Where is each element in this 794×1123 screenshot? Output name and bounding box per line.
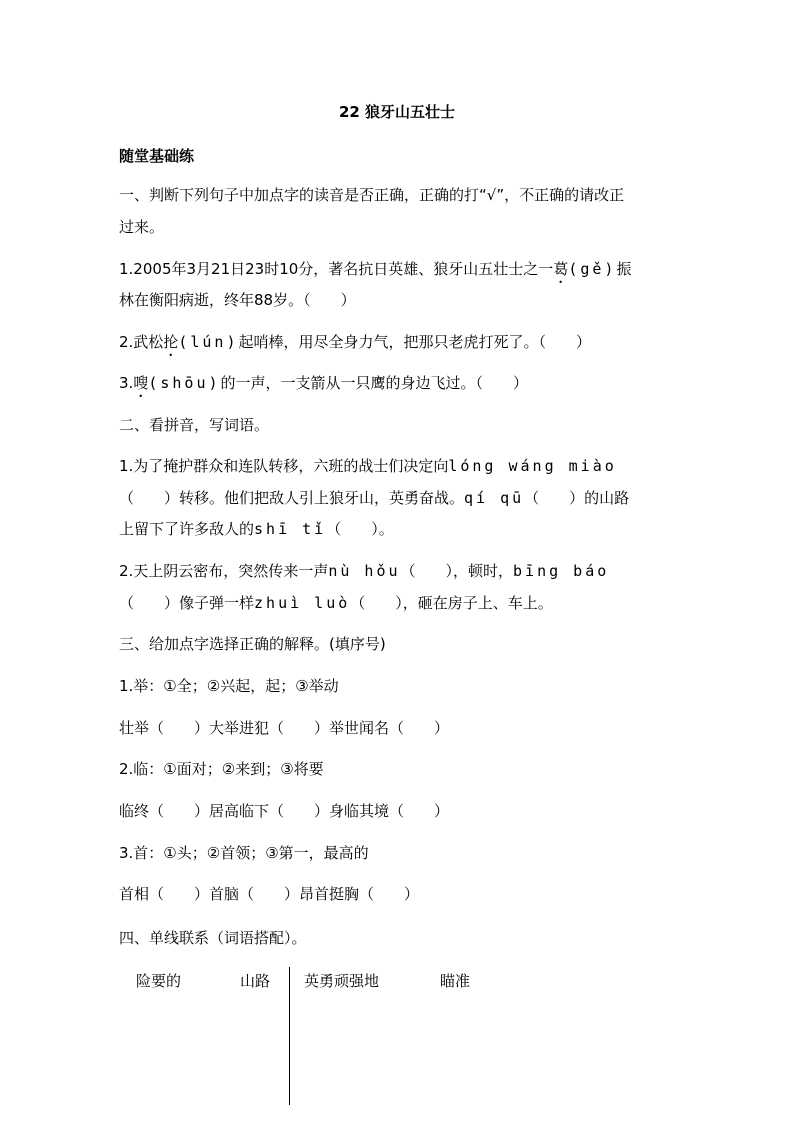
- q2-line2-pinyin: qí qū: [464, 489, 525, 507]
- q2-line2: [119, 488, 629, 508]
- q2-line5-pinyin: zhuì luò: [254, 594, 351, 612]
- q3-prompt: 三、给加点字选择正确的解释。(填序号): [119, 635, 386, 653]
- q2-line3: [119, 519, 394, 539]
- section-heading: 随堂基础练: [119, 147, 195, 165]
- q2-line3-text-b: （ ）。: [326, 520, 394, 538]
- q1-item3-dotted-char: 嗖: [133, 374, 149, 392]
- q1-item2-dotted-char: 抡: [163, 333, 179, 351]
- q1-item1-dotted-char: 葛: [553, 260, 569, 278]
- q3-group1-definitions: 1.举：①全；②兴起，起；③举动: [119, 677, 339, 695]
- q1-item2: [119, 332, 591, 360]
- q2-line4-text-b: （ ），顿时，: [400, 562, 514, 580]
- q2-line1: [119, 456, 617, 476]
- q1-item2-text-b: 起哨棒，用尽全身力气，把那只老虎打死了。（ ）: [238, 333, 591, 351]
- q1-prompt-line1: 一、判断下列句子中加点字的读音是否正确，正确的打“√”，不正确的请改正: [119, 186, 625, 204]
- page-title: 22 狼牙山五壮士: [338, 103, 456, 121]
- q2-line4-pinyin-1: nù hǒu: [328, 562, 401, 580]
- q1-item1-text-a: 1.2005年3月21日23时10分，著名抗日英雄、狼牙山五壮士之一: [119, 260, 554, 278]
- q1-prompt-line2: 过来。: [119, 218, 165, 236]
- q1-item3: [119, 373, 528, 401]
- q3-group3-word3: 昂首挺胸（ ）: [299, 885, 420, 903]
- q2-line4: [119, 561, 609, 581]
- q2-line1-text: 1.为了掩护群众和连队转移，六班的战士们决定向: [119, 457, 449, 475]
- q2-line3-text-a: 上留下了许多敌人的: [119, 520, 255, 538]
- q1-item3-text-b: 的一声，一支箭从一只鹰的身边飞过。（ ）: [220, 374, 529, 392]
- q4-right-word-a: 英勇顽强地: [304, 972, 380, 990]
- q2-line2-text-a: （ ）转移。他们把敌人引上狼牙山，英勇奋战。: [119, 489, 465, 507]
- q1-item1-line2: 林在衡阳病逝，终年88岁。（ ）: [119, 291, 356, 309]
- q3-group2-word2: 居高临下（ ）: [209, 802, 330, 820]
- q1-item2-text-a: 2.武松: [119, 333, 164, 351]
- q4-left-word-a: 险要的: [136, 972, 182, 990]
- q1-item1-line1: [119, 259, 631, 287]
- q1-item1-pinyin: (gě): [568, 260, 617, 278]
- q1-item2-pinyin: (lún): [178, 333, 239, 351]
- q3-group1-words: [119, 718, 449, 738]
- q1-item3-text-a: 3.: [119, 374, 134, 392]
- q1-item3-pinyin: (shōu): [148, 374, 221, 392]
- q4-column-divider: [289, 967, 290, 1105]
- q3-group3-word1: 首相（ ）: [119, 885, 210, 903]
- q2-line4-text-a: 2.天上阴云密布，突然传来一声: [119, 562, 329, 580]
- q3-group2-word3: 身临其境（ ）: [329, 802, 450, 820]
- q2-prompt: 二、看拼音，写词语。: [119, 416, 270, 434]
- q3-group2-word1: 临终（ ）: [119, 802, 210, 820]
- q2-line5-text-b: （ ），砸在房子上、车上。: [350, 594, 553, 612]
- q3-group1-word2: 大举进犯（ ）: [209, 719, 330, 737]
- q3-group3-definitions: 3.首：①头；②首领；③第一，最高的: [119, 844, 369, 862]
- q3-group1-word3: 举世闻名（ ）: [329, 719, 450, 737]
- q2-line3-pinyin: shī tǐ: [254, 520, 327, 538]
- q4-right-word-b: 瞄准: [440, 972, 471, 990]
- q2-line1-pinyin: lóng wáng miào: [448, 457, 617, 475]
- q2-line2-text-b: （ ）的山路: [524, 489, 630, 507]
- q3-group2-words: [119, 801, 449, 821]
- q2-line4-pinyin-2: bīng báo: [513, 562, 610, 580]
- q4-left-word-b: 山路: [240, 972, 271, 990]
- q3-group3-words: [119, 884, 419, 904]
- q2-line5-text-a: （ ）像子弹一样: [119, 594, 255, 612]
- q3-group3-word2: 首脑（ ）: [209, 885, 300, 903]
- q3-group1-word1: 壮举（ ）: [119, 719, 210, 737]
- q1-item1-text-b: 振: [616, 260, 632, 278]
- q4-prompt: 四、单线联系（词语搭配）。: [119, 929, 307, 947]
- q2-line5: [119, 593, 553, 613]
- q3-group2-definitions: 2.临：①面对；②来到；③将要: [119, 760, 324, 778]
